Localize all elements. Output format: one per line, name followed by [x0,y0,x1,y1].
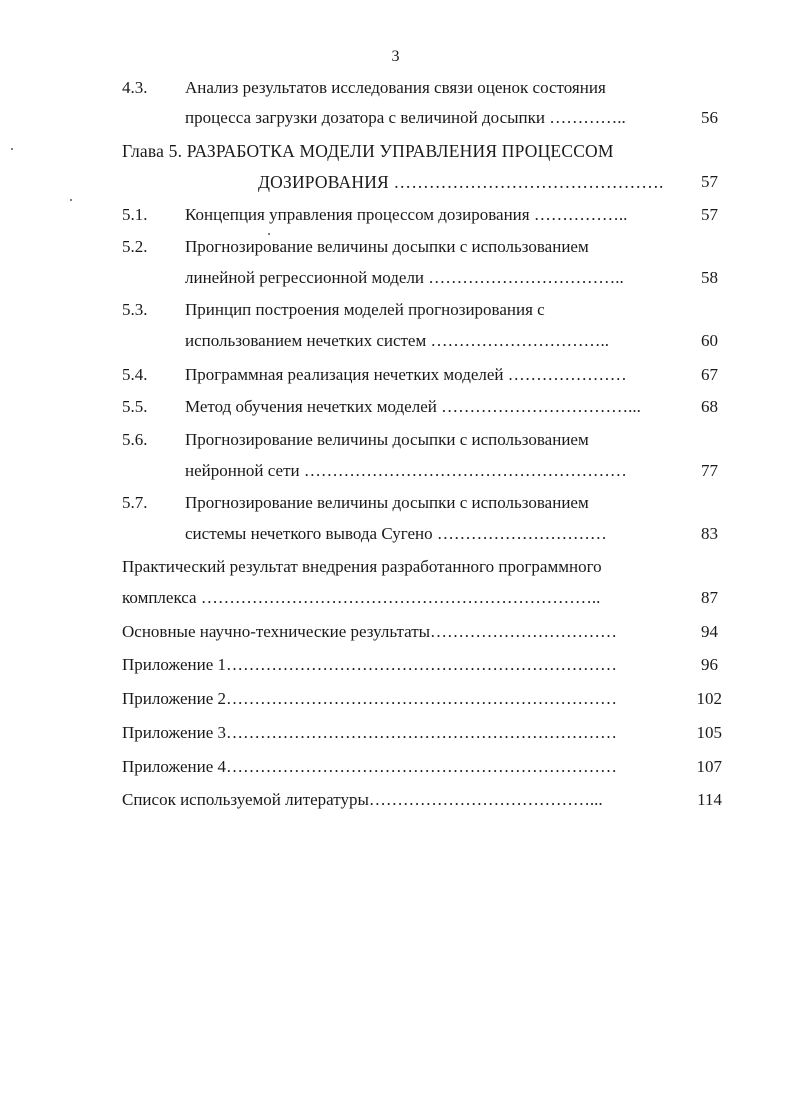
toc-page: 56 [701,108,718,127]
toc-number: 5.3. [122,300,148,319]
toc-number: 5.1. [122,205,148,224]
toc-title-line1: Концепция управления процессом дозирования …………….. [185,205,628,224]
toc-title-line2: линейной регрессионной модели …………………………….. [185,268,624,287]
toc-title-line2: комплекса …………………………………………………………….. [122,588,601,607]
toc-title-line1: Прогнозирование величины досыпки с использованием [185,493,589,512]
toc-title-line2: системы нечеткого вывода Сугено ………………………… [185,524,607,543]
scan-speck [11,148,13,150]
toc-page: 83 [701,524,718,543]
toc-page: 67 [701,365,718,384]
scan-speck [268,233,270,235]
toc-title-line1: Метод обучения нечетких моделей ……………………………... [185,397,641,416]
toc-title-line1: Принцип построения моделей прогнозирования с [185,300,545,319]
chapter-title-line1: Глава 5. РАЗРАБОТКА МОДЕЛИ УПРАВЛЕНИЯ ПРОЦЕССОМ [122,141,614,161]
page-number: 3 [391,48,400,65]
toc-title-line2: нейронной сети ………………………………………………… [185,461,627,480]
toc-page: 94 [701,622,718,641]
toc-page: 105 [696,723,722,742]
toc-title-line1: Приложение 3…………………………………………………………… [122,723,617,742]
toc-title-line1: Приложение 1…………………………………………………………… [122,655,617,674]
chapter-title-line2: ДОЗИРОВАНИЯ ………………………………………. [258,172,664,192]
toc-title-line2: процесса загрузки дозатора с величиной досыпки ………….. [185,108,626,127]
toc-page: 107 [696,757,722,776]
toc-title-line1: Практический результат внедрения разработанного программного [122,557,602,576]
toc-title-line2: использованием нечетких систем ………………………….. [185,331,609,350]
toc-title-line1: Список используемой литературы…………………………………... [122,790,603,809]
toc-page: 114 [697,790,722,809]
toc-page: 96 [701,655,718,674]
toc-page: 77 [701,461,718,480]
toc-title-line1: Программная реализация нечетких моделей ………………… [185,365,627,384]
toc-number: 5.6. [122,430,148,449]
toc-page: 68 [701,397,718,416]
toc-page: 87 [701,588,718,607]
toc-title-line1: Анализ результатов исследования связи оценок состояния [185,78,606,97]
toc-page: 57 [701,205,718,224]
toc-title-line1: Основные научно-технические результаты…………………………… [122,622,618,641]
scan-speck [70,199,72,201]
toc-number: 5.4. [122,365,148,384]
toc-title-line1: Приложение 2…………………………………………………………… [122,689,617,708]
toc-page: 58 [701,268,718,287]
toc-number: 4.3. [122,78,148,97]
toc-page: 57 [701,172,718,191]
toc-title-line1: Приложение 4…………………………………………………………… [122,757,617,776]
toc-page: 102 [696,689,722,708]
toc-title-line1: Прогнозирование величины досыпки с использованием [185,237,589,256]
toc-number: 5.2. [122,237,148,256]
toc-page: 60 [701,331,718,350]
toc-number: 5.7. [122,493,148,512]
toc-number: 5.5. [122,397,148,416]
toc-title-line1: Прогнозирование величины досыпки с использованием [185,430,589,449]
